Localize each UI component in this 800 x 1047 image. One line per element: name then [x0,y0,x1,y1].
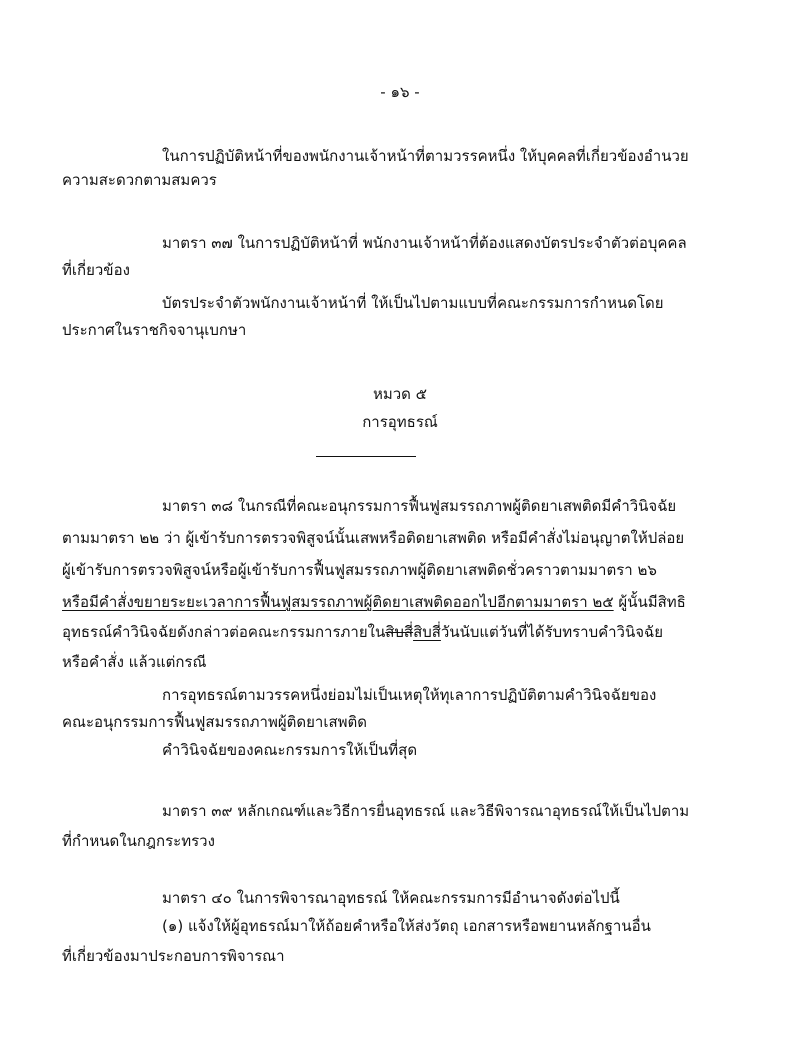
section37-line3: บัตรประจำตัวพนักงานเจ้าหน้าที่ ให้เป็นไปตามแบบที่คณะกรรมการกำหนดโดย [162,294,664,312]
section38-line5-a: อุทธรณ์คำวินิจฉัยดังกล่าวต่อคณะกรรมการภายใน [62,623,386,641]
para1-line2: ความสะดวกตามสมควร [62,171,217,189]
chapter-title: การอุทธรณ์ [362,413,438,431]
chapter-number: หมวด ๕ [372,385,428,403]
section38-line5 [62,622,663,642]
section39-line2: ที่กำหนดในกฎกระทรวง [62,832,215,850]
section38-line5-b: สิบสี่ [413,623,441,641]
section40-line2: (๑) แจ้งให้ผู้อุทธรณ์มาให้ถ้อยคำหรือให้ส่งวัตถุ เอกสารหรือพยานหลักฐานอื่น [162,917,651,935]
section38-line4-underlined: หรือมีคำสั่งขยายระยะเวลาการฟื้นฟูสมรรถภาพผู้ติดยาเสพติดออกไปอีกตามมาตรา ๒๕ [62,593,614,611]
section37-line4: ประกาศในราชกิจจานุเบกษา [62,321,247,339]
section38-line1: มาตรา ๓๘ ในกรณีที่คณะอนุกรรมการฟื้นฟูสมรรถภาพผู้ติดยาเสพติดมีคำวินิจฉัย [162,497,677,515]
section38-line9: คำวินิจฉัยของคณะกรรมการให้เป็นที่สุด [162,741,418,759]
section39-line1: มาตรา ๓๙ หลักเกณฑ์และวิธีการยื่นอุทธรณ์ และวิธีพิจารณาอุทธรณ์ให้เป็นไปตาม [162,802,690,820]
section38-line4 [62,592,686,612]
section40-line3: ที่เกี่ยวข้องมาประกอบการพิจารณา [62,947,285,965]
section38-line6: หรือคำสั่ง แล้วแต่กรณี [62,653,207,671]
para1-line1: ในการปฏิบัติหน้าที่ของพนักงานเจ้าหน้าที่ตามวรรคหนึ่ง ให้บุคคลที่เกี่ยวข้องอำนวย [162,147,689,165]
section40-line1: มาตรา ๔๐ ในการพิจารณาอุทธรณ์ ให้คณะกรรมการมีอำนาจดังต่อไปนี้ [162,889,620,907]
section38-line3: ผู้เข้ารับการตรวจพิสูจน์หรือผู้เข้ารับการฟื้นฟูสมรรถภาพผู้ติดยาเสพติดชั่วคราวตามมาตรา ๒๖ [62,561,657,579]
section38-line5-struck: สิบสี่ [385,623,414,641]
section38-line7: การอุทธรณ์ตามวรรคหนึ่งย่อมไม่เป็นเหตุให้ทุเลาการปฏิบัติตามคำวินิจฉัยของ [162,686,657,704]
section38-line4-rest: ผู้นั้นมีสิทธิ [613,593,686,611]
page-number: - ๑๖ - [380,83,420,101]
section38-line5-c: วันนับแต่วันที่ได้รับทราบคำวินิจฉัย [440,623,664,641]
section37-line2: ที่เกี่ยวข้อง [62,261,130,279]
section37-line1: มาตรา ๓๗ ในการปฏิบัติหน้าที่ พนักงานเจ้าหน้าที่ต้องแสดงบัตรประจำตัวต่อบุคคล [162,234,687,252]
chapter-divider [316,456,416,457]
section38-line8: คณะอนุกรรมการฟื้นฟูสมรรถภาพผู้ติดยาเสพติด [62,713,367,731]
section38-line2: ตามมาตรา ๒๒ ว่า ผู้เข้ารับการตรวจพิสูจน์นั้นเสพหรือติดยาเสพติด หรือมีคำสั่งไม่อนุญาตให้ปล่อย [62,529,685,547]
